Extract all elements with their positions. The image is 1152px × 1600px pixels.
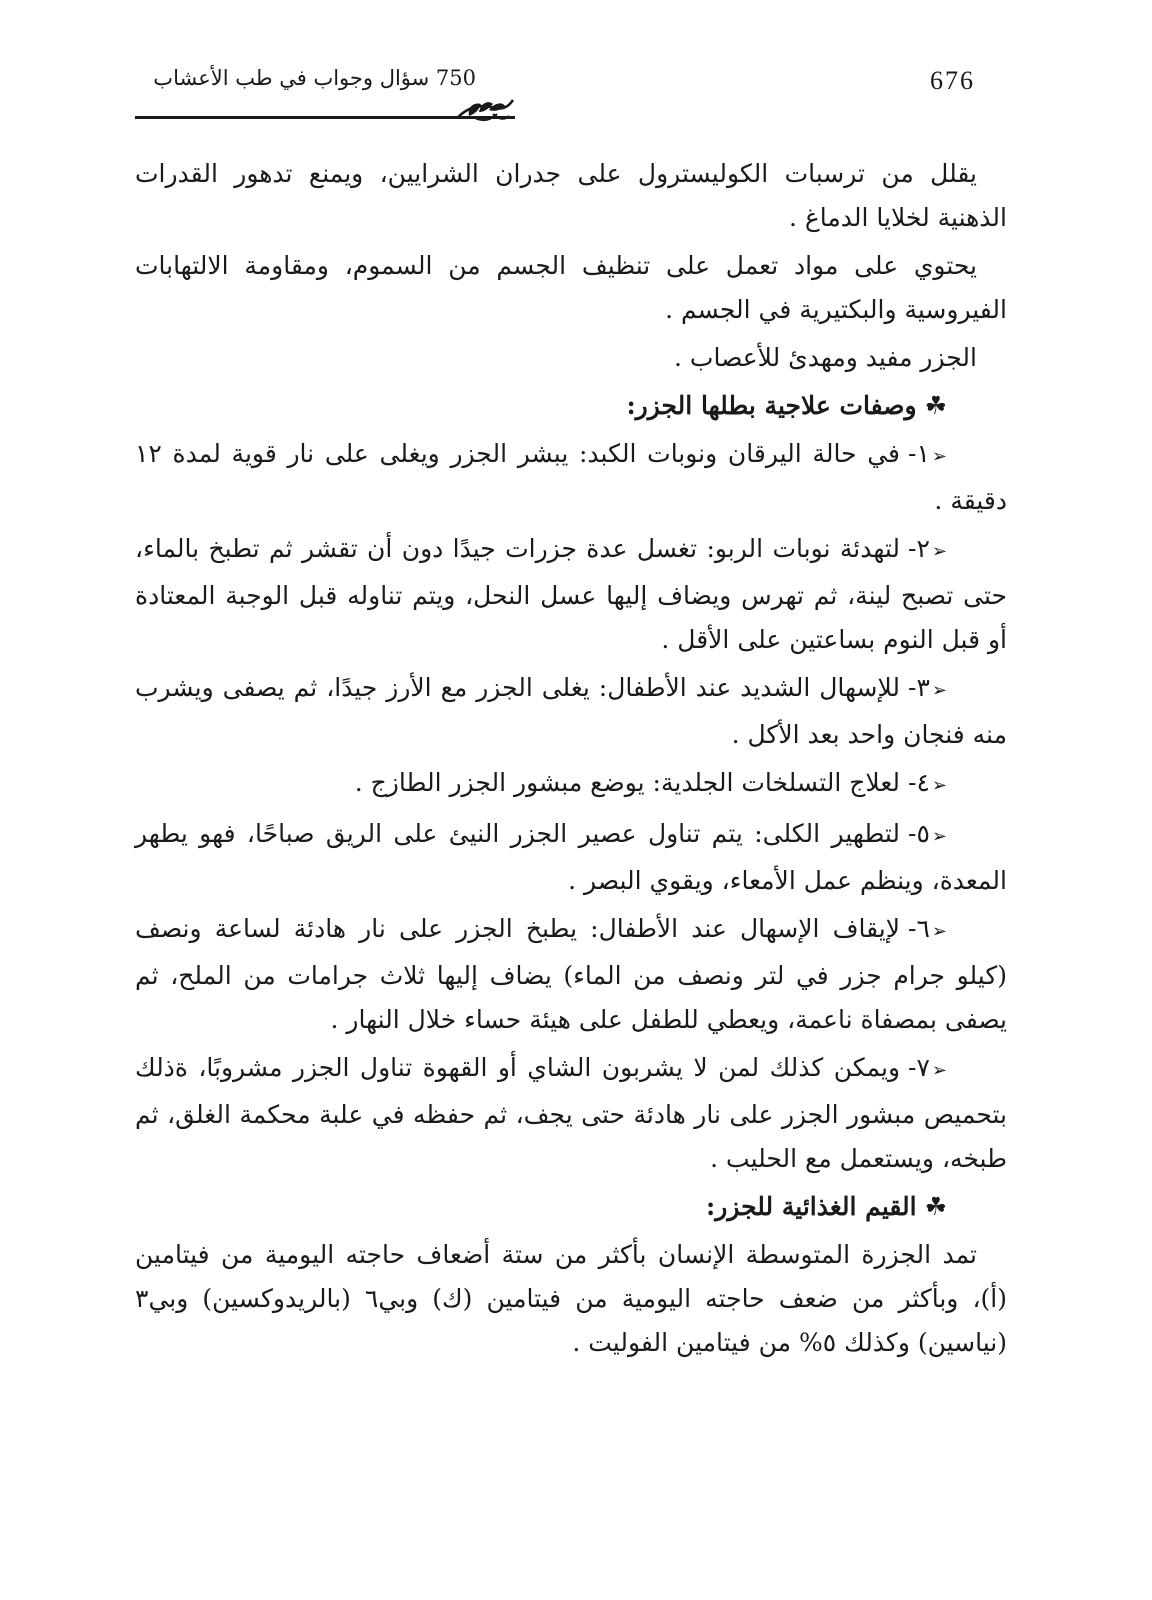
recipe-item [135, 761, 1007, 808]
recipe-text: لتهدئة نوبات الربو: تغسل عدة جزرات جيدًا دون أن تقشر ثم تطبخ بالماء، حتى تصبح لينة، ثم تهرس ويضاف إليها عسل النحل، ويتم تناوله قبل الوجبة المعتادة أو قبل النوم بساعتين على الأقل . [135, 534, 1007, 654]
recipe-item [135, 1046, 1007, 1181]
heading-recipes-text: وصفات علاجية بطلها الجزر: [626, 391, 917, 420]
recipe-item [135, 432, 1007, 523]
recipe-number: ٦- [908, 914, 930, 943]
paragraph-nutrition: تمد الجزرة المتوسطة الإنسان بأكثر من ستة أضعاف حاجته اليومية من فيتامين (أ)، وبأكثر من ضعف حاجته اليومية من فيتامين (ك) وبي٦ (بالريدوكسين) وبي٣ (نياسين) وكذلك ٥% من فيتامين الفوليت . [135, 1240, 1007, 1357]
arrow-icon: ➢ [931, 541, 947, 562]
page-content [135, 152, 1007, 1369]
recipe-number: ١- [908, 439, 930, 468]
heading-nutrition-text: القيم الغذائية للجزر: [706, 1192, 917, 1221]
arrow-icon: ➢ [931, 921, 947, 942]
arrow-icon: ➢ [931, 680, 947, 701]
paragraph-cholesterol: يقلل من ترسبات الكوليسترول على جدران الشرايين، ويمنع تدهور القدرات الذهنية لخلايا الدماغ . [135, 159, 1007, 232]
recipe-text: في حالة اليرقان ونوبات الكبد: يبشر الجزر ويغلى على نار قوية لمدة ١٢ دقيقة . [135, 439, 1007, 515]
recipe-text: لعلاج التسلخات الجلدية: يوضع مبشور الجزر الطازج . [354, 768, 901, 797]
recipe-number: ٣- [908, 673, 930, 702]
recipe-text: ويمكن كذلك لمن لا يشربون الشاي أو القهوة تناول الجزر مشروبًا، ةذلك بتحميص مبشور الجزر على نار هادئة حتى يجف، ثم حفظه في علبة محكمة الغلق، ثم طبخه، ويستعمل مع الحليب . [135, 1053, 1007, 1173]
recipe-number: ٢- [908, 534, 930, 563]
recipe-text: لإيقاف الإسهال عند الأطفال: يطبخ الجزر على نار هادئة لساعة ونصف (كيلو جرام جزر في لتر ونصف من الماء) يضاف إليها ثلاث جرامات من الملح، ثم يصفى بمصفاة ناعمة، ويعطي للطفل على هيئة حساء خلال النهار . [135, 914, 1007, 1034]
recipe-number: ٤- [908, 768, 930, 797]
recipe-item [135, 527, 1007, 662]
arrow-icon: ➢ [931, 1060, 947, 1081]
paragraph-nerves: الجزر مفيد ومهدئ للأعصاب . [674, 343, 977, 372]
recipe-item [135, 666, 1007, 757]
paragraph-toxins: يحتوي على مواد تعمل على تنظيف الجسم من السموم، ومقاومة الالتهابات الفيروسية والبكتيرية في الجسم . [135, 251, 1007, 324]
leaf-icon: ☘ [924, 391, 947, 420]
recipe-text: للإسهال الشديد عند الأطفال: يغلى الجزر مع الأرز جيدًا، ثم يصفى ويشرب منه فنجان واحد بعد الأكل . [135, 673, 1007, 749]
recipe-number: ٥- [908, 819, 930, 848]
page-number: 676 [930, 66, 975, 95]
heading-recipes [135, 384, 1007, 428]
arrow-icon: ➢ [931, 826, 947, 847]
recipe-number: ٧- [908, 1053, 930, 1082]
arrow-icon: ➢ [931, 446, 947, 467]
recipe-item [135, 907, 1007, 1042]
recipe-text: لتطهير الكلى: يتم تناول عصير الجزر النيئ على الريق صباحًا، فهو يطهر المعدة، وينظم عمل الأمعاء، ويقوي البصر . [135, 819, 1007, 895]
running-title: 750 سؤال وجواب في طب الأعشاب [153, 66, 476, 90]
arrow-icon: ➢ [931, 775, 947, 796]
heading-nutrition [135, 1185, 1007, 1229]
recipe-item [135, 812, 1007, 903]
leaf-icon: ☘ [924, 1192, 947, 1221]
leaf-ornament-icon [455, 96, 515, 128]
